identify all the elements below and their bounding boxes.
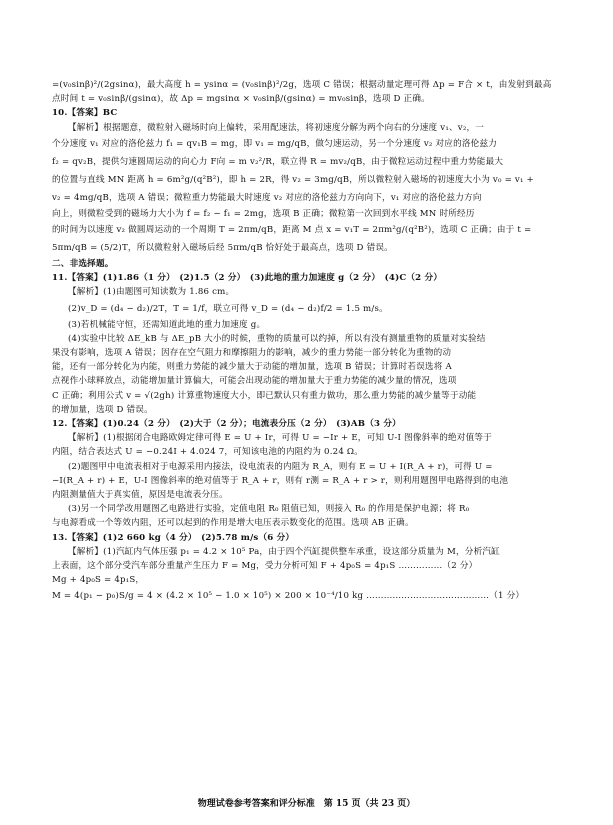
text-line-21: C 正确；利用公式 v = √(2gh) 计算重物速度大小，即已默认只有重力做功，那么重力势能的减少量等于动能	[52, 390, 477, 401]
text-line-33: 上表面，这个部分受汽车部分重量产生压力 F = Mg，受力分析可知 F + 4p₀S = 4p₁S ……………（2 分）	[52, 561, 478, 572]
page-footer: 物理试卷参考答案和评分标准 第 15 页（共 23 页）	[197, 799, 416, 809]
text-line-29: (3)另一个同学改用题图乙电路进行实验，定值电阻 R₀ 阻值已知，则接入 R₀ 的作用是保护电源；将 R₀	[68, 504, 470, 515]
text-line-9: 向上，则微粒受到的磁场力大小为 f = f₂ − f₁ = 2mg，选项 B 正确；微粒第一次回到水平线 MN 时所经历	[52, 208, 475, 219]
text-line-1: =(v₀sinβ)²/(2gsinα)，最大高度 h = ysinα = (v₀sinβ)²/2g，选项 C 错误；根据动量定理可得 Δp = F合 × t，由发射到最高	[52, 80, 552, 90]
text-line-5: 个分速度 v₁ 对应的洛伦兹力 f₁ = qv₁B = mg，即 v₁ = mg/qB，做匀速运动，另一个分速度 v₂ 对应的洛伦兹力	[52, 138, 498, 149]
text-line-34: Mg + 4p₀S = 4p₁S，	[52, 575, 145, 586]
text-line-35: M = 4(p₁ − p₀)S/g = 4 × (4.2 × 10⁵ − 1.0 × 10⁵) × 200 × 10⁻⁴/10 kg ……………………………………（1 分）	[52, 591, 525, 602]
text-line-26: (2)题图甲中电流表相对于电源采用内接法，设电流表的内阻为 R_A，则有 E = U + I(R_A + r)，可得 U =	[68, 461, 493, 472]
text-line-27: −I(R_A + r) + E，U-I 图像斜率的绝对值等于 R_A + r，则有 r测 = R_A + r > r，则利用题图甲电路得到的电池	[52, 475, 509, 486]
text-line-14: 【解析】(1)由题图可知读数为 1.86 cm。	[68, 287, 235, 298]
text-line-7: 的位置与直线 MN 距离 h = 6m²g/(q²B²)，即 h = 2R，得 v₂ = 3mg/qB，所以微粒射入磁场的初速度大小为 v₀ = v₁ +	[52, 174, 534, 185]
text-line-25: 内阻，结合表达式 U = −0.24I + 4.024 7，可知该电池的内阻约为 0.24 Ω。	[52, 447, 364, 458]
answer-11-heading: 11.【答案】(1)1.86（1 分） (2)1.5（2 分） (3)此地的重力加速度 g（2 分） (4)C（2 分）	[52, 273, 443, 284]
text-line-30: 与电源看成一个等效内阻，还可以起到的作用是增大电压表示数变化的范围。选项 AB 正确。	[52, 518, 414, 529]
text-line-15: (2)v_D = (d₄ − d₂)/2T，T = 1/f，联立可得 v_D = (d₄ − d₂)f/2 = 1.5 m/s。	[68, 303, 388, 314]
text-line-28: 内阻测量值大于真实值，原因是电流表分压。	[52, 490, 228, 501]
text-line-16: (3)若机械能守恒，还需知道此地的重力加速度 g。	[68, 319, 266, 330]
text-line-18: 果没有影响，选项 A 错误；因存在空气阻力和摩擦阻力的影响，减少的重力势能一部分转化为重物的动	[52, 348, 452, 359]
text-line-8: v₂ = 4mg/qB，选项 A 错误；微粒重力势能最大时速度 v₂ 对应的洛伦兹力方向向下，v₁ 对应的洛伦兹力方向	[52, 192, 482, 203]
text-line-32: 【解析】(1)汽缸内气体压强 p₁ = 4.2 × 10⁵ Pa，由于四个汽缸提供整车承重，设这部分质量为 M，分析汽缸	[68, 546, 500, 557]
text-line-2: 点时间 t = v₀sinβ/(gsinα)，故 Δp = mgsinα × v₀sinβ/(gsinα) = mv₀sinβ，选项 D 正确。	[52, 94, 430, 105]
text-line-11: 5πm/qB = (5/2)T，所以微粒射入磁场后经 5πm/qB 恰好处于最高点，选项 D 错误。	[52, 243, 393, 254]
text-line-17: (4)实验中比较 ΔE_kB 与 ΔE_pB 大小的时候，重物的质量可以约掉，所以有没有测量重物的质量对实验结	[68, 333, 486, 344]
text-line-10: 的时间为以速度 v₂ 做圆周运动的一个周期 T = 2πm/qB，距离 M 点 x = v₁T = 2πm²g/(q²B²)，选项 C 正确；由于 t =	[52, 225, 532, 236]
text-line-22: 的增加量，选项 D 错误。	[52, 404, 153, 415]
text-line-20: 点视作小球释放点，动能增加量计算偏大，可能会出现动能的增加量大于重力势能的减少量的情况，选项	[52, 376, 457, 387]
text-line-6: f₂ = qv₂B，提供匀速圆周运动的向心力 F向 = m v₂²/R，联立得 R = mv₂/qB，由于微粒运动过程中重力势能最大	[52, 156, 504, 167]
text-line-24: 【解析】(1)根据闭合电路欧姆定律可得 E = U + Ir，可得 U = −Ir + E，可知 U-I 图像斜率的绝对值等于	[68, 433, 492, 444]
text-line-4: 【解析】根据题意，微粒射入磁场时向上偏转，采用配速法，将初速度分解为两个向右的分速度 v₁、v₂，一	[68, 122, 485, 133]
text-line-19: 能，还有一部分转化为内能，则重力势能的减少量大于动能的增加量，选项 B 错误；计算时若误选将 A	[52, 362, 452, 373]
answer-12-heading: 12.【答案】(1)0.24（2 分） (2)大于（2 分）；电流表分压（2 分） (3)AB（3 分）	[52, 419, 401, 430]
answer-10-heading: 10.【答案】BC	[52, 108, 118, 119]
answer-13-heading: 13.【答案】(1)2 660 kg（4 分） (2)5.78 m/s（6 分）	[52, 532, 295, 543]
section-heading: 二、非选择题。	[52, 259, 114, 270]
